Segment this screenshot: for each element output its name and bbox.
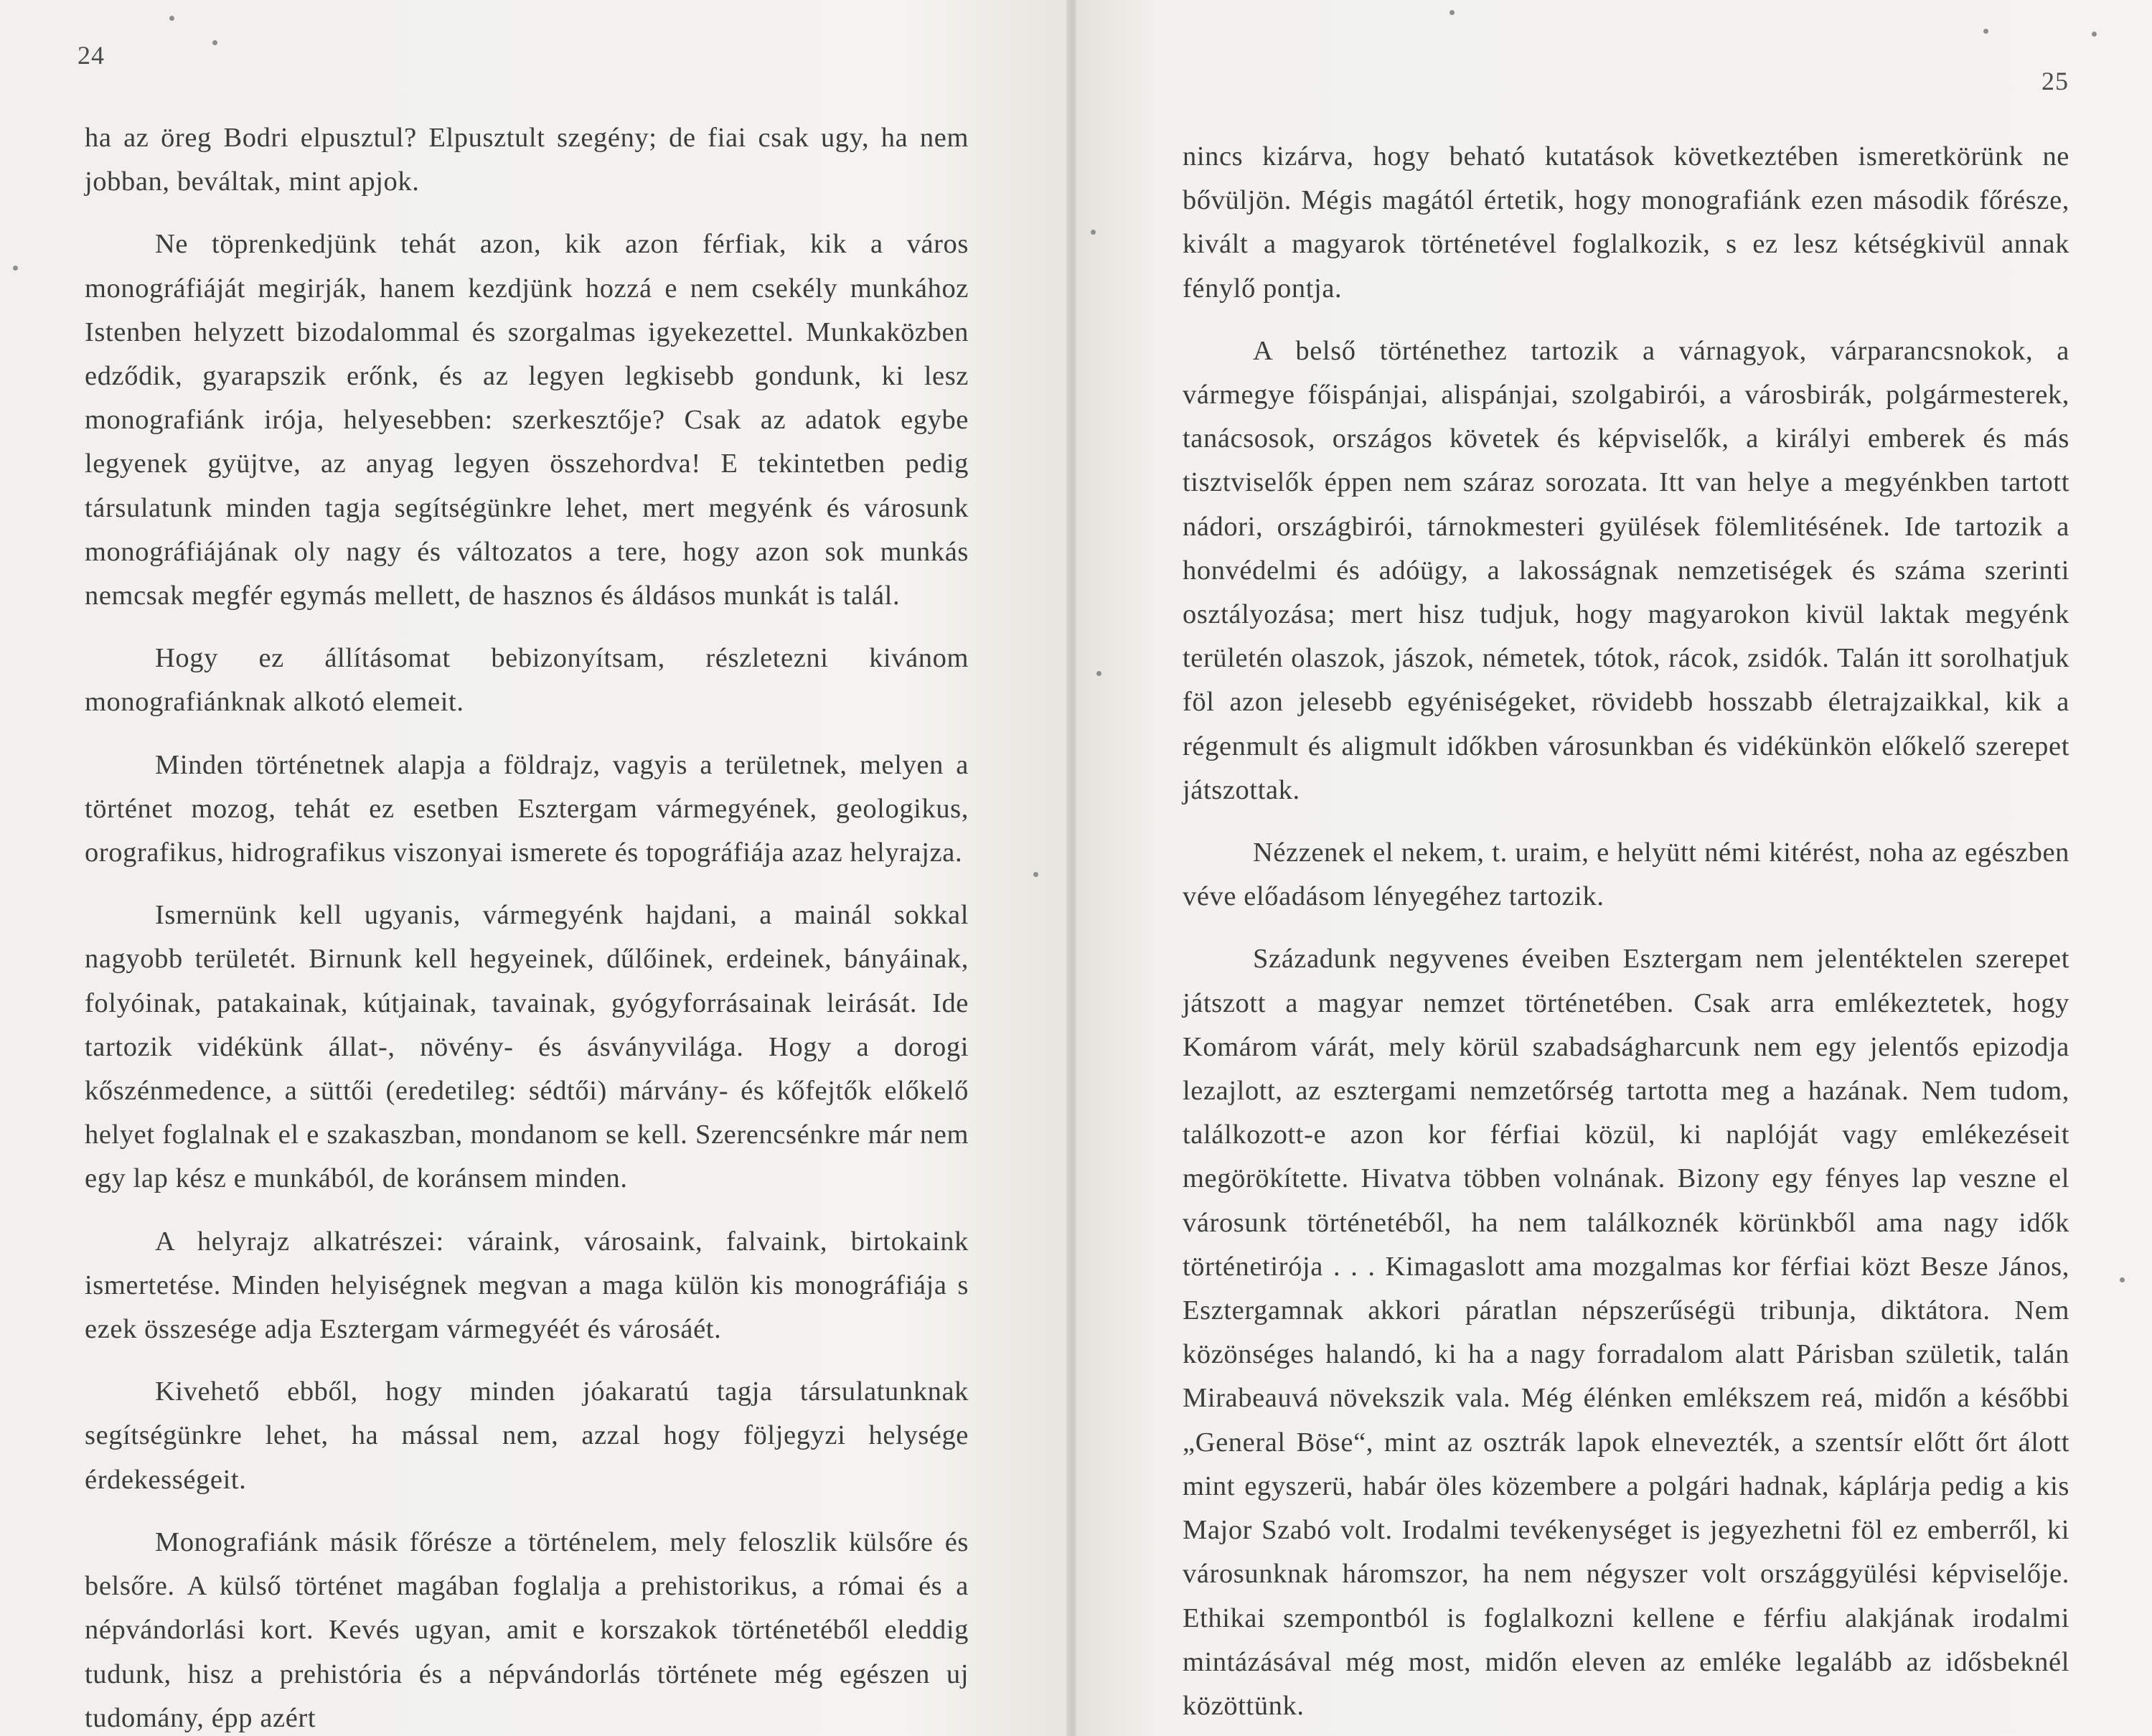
page-number: 24 [77, 41, 105, 70]
paper-speck [1096, 671, 1101, 676]
paragraph: Nézzenek el nekem, t. uraim, e helyütt némi kitérést, noha az egészben véve előadásom lényegéhez tartozik. [1183, 837, 2069, 912]
paragraph: A belső történethez tartozik a várnagyok, várparancsnokok, a vármegye főispánjai, alispánjai, szolgabirói, a városbirák, polgármesterek, tanácsosok, országos követek és képviselők, a királyi emberek és más tisztviselők éppen nem száraz sorozata. Itt van helye a megyénkben tartott nádori, országbirói, tárnokmesteri gyülések fölemlitésének. Ide tartozik a honvédelmi és adóügy, a lakosságnak nemzetiségek és száma szerinti osztályozása; mert hisz tudjuk, hogy magyarokon kivül laktak megyénk területén olaszok, jászok, németek, tótok, rácok, zsidók. Talán itt sorolhatjuk föl azon jelesebb egyéniségeket, rövidebb hosszabb életrajzaikkal, kik a régenmult és aligmult időkben városunkban és vidékünkön előkelő szerepet játszottak. [1183, 335, 2069, 805]
paper-speck [212, 40, 217, 45]
paper-speck [1091, 230, 1096, 235]
paragraph: Minden történetnek alapja a földrajz, vagyis a területnek, melyen a történet mozog, tehát ez esetben Esztergam vármegyének, geologikus, orografikus, hidrografikus viszonyai ismerete és topográfiája azaz helyrajza. [85, 749, 969, 868]
paragraph: Monografiánk másik főrésze a történelem, mely feloszlik külsőre és belsőre. A külső történet magában foglalja a prehistorikus, a római és a népvándorlási kort. Kevés ugyan, amit e korszakok történetéből eleddig tudunk, hisz a prehistória és a népvándorlás története még egészen uj tudomány, épp azért [85, 1526, 969, 1733]
body-text [85, 116, 969, 1736]
paragraph: A helyrajz alkatrészei: váraink, városaink, falvaink, birtokaink ismertetése. Minden helyiségnek megvan a maga külön kis monográfiája s ezek összesége adja Esztergam vármegyéét és városáét. [85, 1226, 969, 1345]
paragraph: Hogy ez állításomat bebizonyítsam, részletezni kivánom monografiánknak alkotó elemeit. [85, 643, 969, 718]
paragraph: nincs kizárva, hogy beható kutatások következtében ismeretkörünk ne bővüljön. Mégis magától értetik, hogy monografiánk ezen második főrésze, kivált a magyarok történetével foglalkozik, s ez lesz kétségkivül annak fénylő pontja. [1183, 141, 2069, 304]
paragraph: ha az öreg Bodri elpusztul? Elpusztult szegény; de fiai csak ugy, ha nem jobban, beváltak, mint apjok. [85, 123, 969, 197]
paper-speck [1983, 29, 1988, 34]
right-page [1076, 0, 2152, 1736]
left-page [0, 0, 1068, 1736]
page-number: 25 [2041, 67, 2069, 95]
paper-speck [169, 16, 174, 21]
paper-speck [2120, 1277, 2125, 1282]
paper-speck [1449, 10, 1455, 15]
paper-speck [1033, 872, 1038, 877]
paper-speck [2092, 32, 2097, 37]
paper-speck [13, 266, 18, 271]
paragraph: Századunk negyvenes éveiben Esztergam nem jelentéktelen szerepet játszott a magyar nemzet történetében. Csak arra emlékeztetek, hogy Komárom várát, mely körül szabadságharcunk nem egy jelentős epizodja lezajlott, az esztergami nemzetőrség tartotta meg a hazának. Nem tudom, találkozott-e azon kor férfiai közül, ki naplóját vagy emlékezéseit megörökítette. Hivatva többen volnának. Bizony egy fényes lap veszne el városunk történetéből, ha nem találkoznék körünkből ama nagy idők történetirója . . . Kimagaslott ama mozgalmas kor férfiai közt Besze János, Esztergamnak akkori páratlan népszerűségü tribunja, diktátora. Nem közönséges halandó, ki ha a nagy forradalom alatt Párisban születik, talán Mirabeauvá növekszik vala. Még élénken emlékszem reá, midőn a későbbi „General Böse“, mint az osztrák lapok elnevezték, a szentsír előtt őrt álott mint egyszerü, habár öles közembere a polgári hadnak, káplárja pedig a kis Major Szabó volt. Irodalmi tevékenységet is jegyezhetni föl ez emberről, ki városunknak háromszor, ha nem négyszer volt országgyülési képviselője. Ethikai szempontból is foglalkozni kellene e férfiu alakjának irodalmi mintázásával még most, midőn eleven az emléke legalább az idősbeknél közöttünk. [1183, 944, 2069, 1721]
paragraph: Ne töprenkedjünk tehát azon, kik azon férfiak, kik a város monográfiáját megirják, hanem kezdjünk hozzá e nem csekély munkához Istenben helyzett bizodalommal és szorgalmas igyekezettel. Munkaközben edződik, gyarapszik erőnk, és az legyen legkisebb gondunk, ki lesz monografiánk irója, helyesebben: szerkesztője? Csak az adatok egybe legyenek gyüjtve, az anyag legyen összehordva! E tekintetben pedig társulatunk minden tagja segítségünkre lehet, mert megyénk és városunk monográfiájának oly nagy és változatos a tere, hogy azon sok munkás nemcsak megfér egymás mellett, de hasznos és áldásos munkát is talál. [85, 229, 969, 611]
body-text [1183, 135, 2069, 1736]
paragraph: Ismernünk kell ugyanis, vármegyénk hajdani, a mainál sokkal nagyobb területét. Birnunk kell hegyeinek, dűlőinek, erdeinek, bányáinak, folyóinak, patakainak, kútjainak, tavainak, gyógyforrásainak leirását. Ide tartozik vidékünk állat-, növény- és ásványvilága. Hogy a dorogi kőszénmedence, a süttői (eredetileg: sédtői) márvány- és kőfejtők előkelő helyet foglalnak el e szakaszban, mondanom se kell. Szerencsénkre már nem egy lap kész e munkából, de koránsem minden. [85, 900, 969, 1194]
paragraph: Kivehető ebből, hogy minden jóakaratú tagja társulatunknak segítségünkre lehet, ha mással nem, azzal hogy följegyzi helysége érdekességeit. [85, 1376, 969, 1495]
